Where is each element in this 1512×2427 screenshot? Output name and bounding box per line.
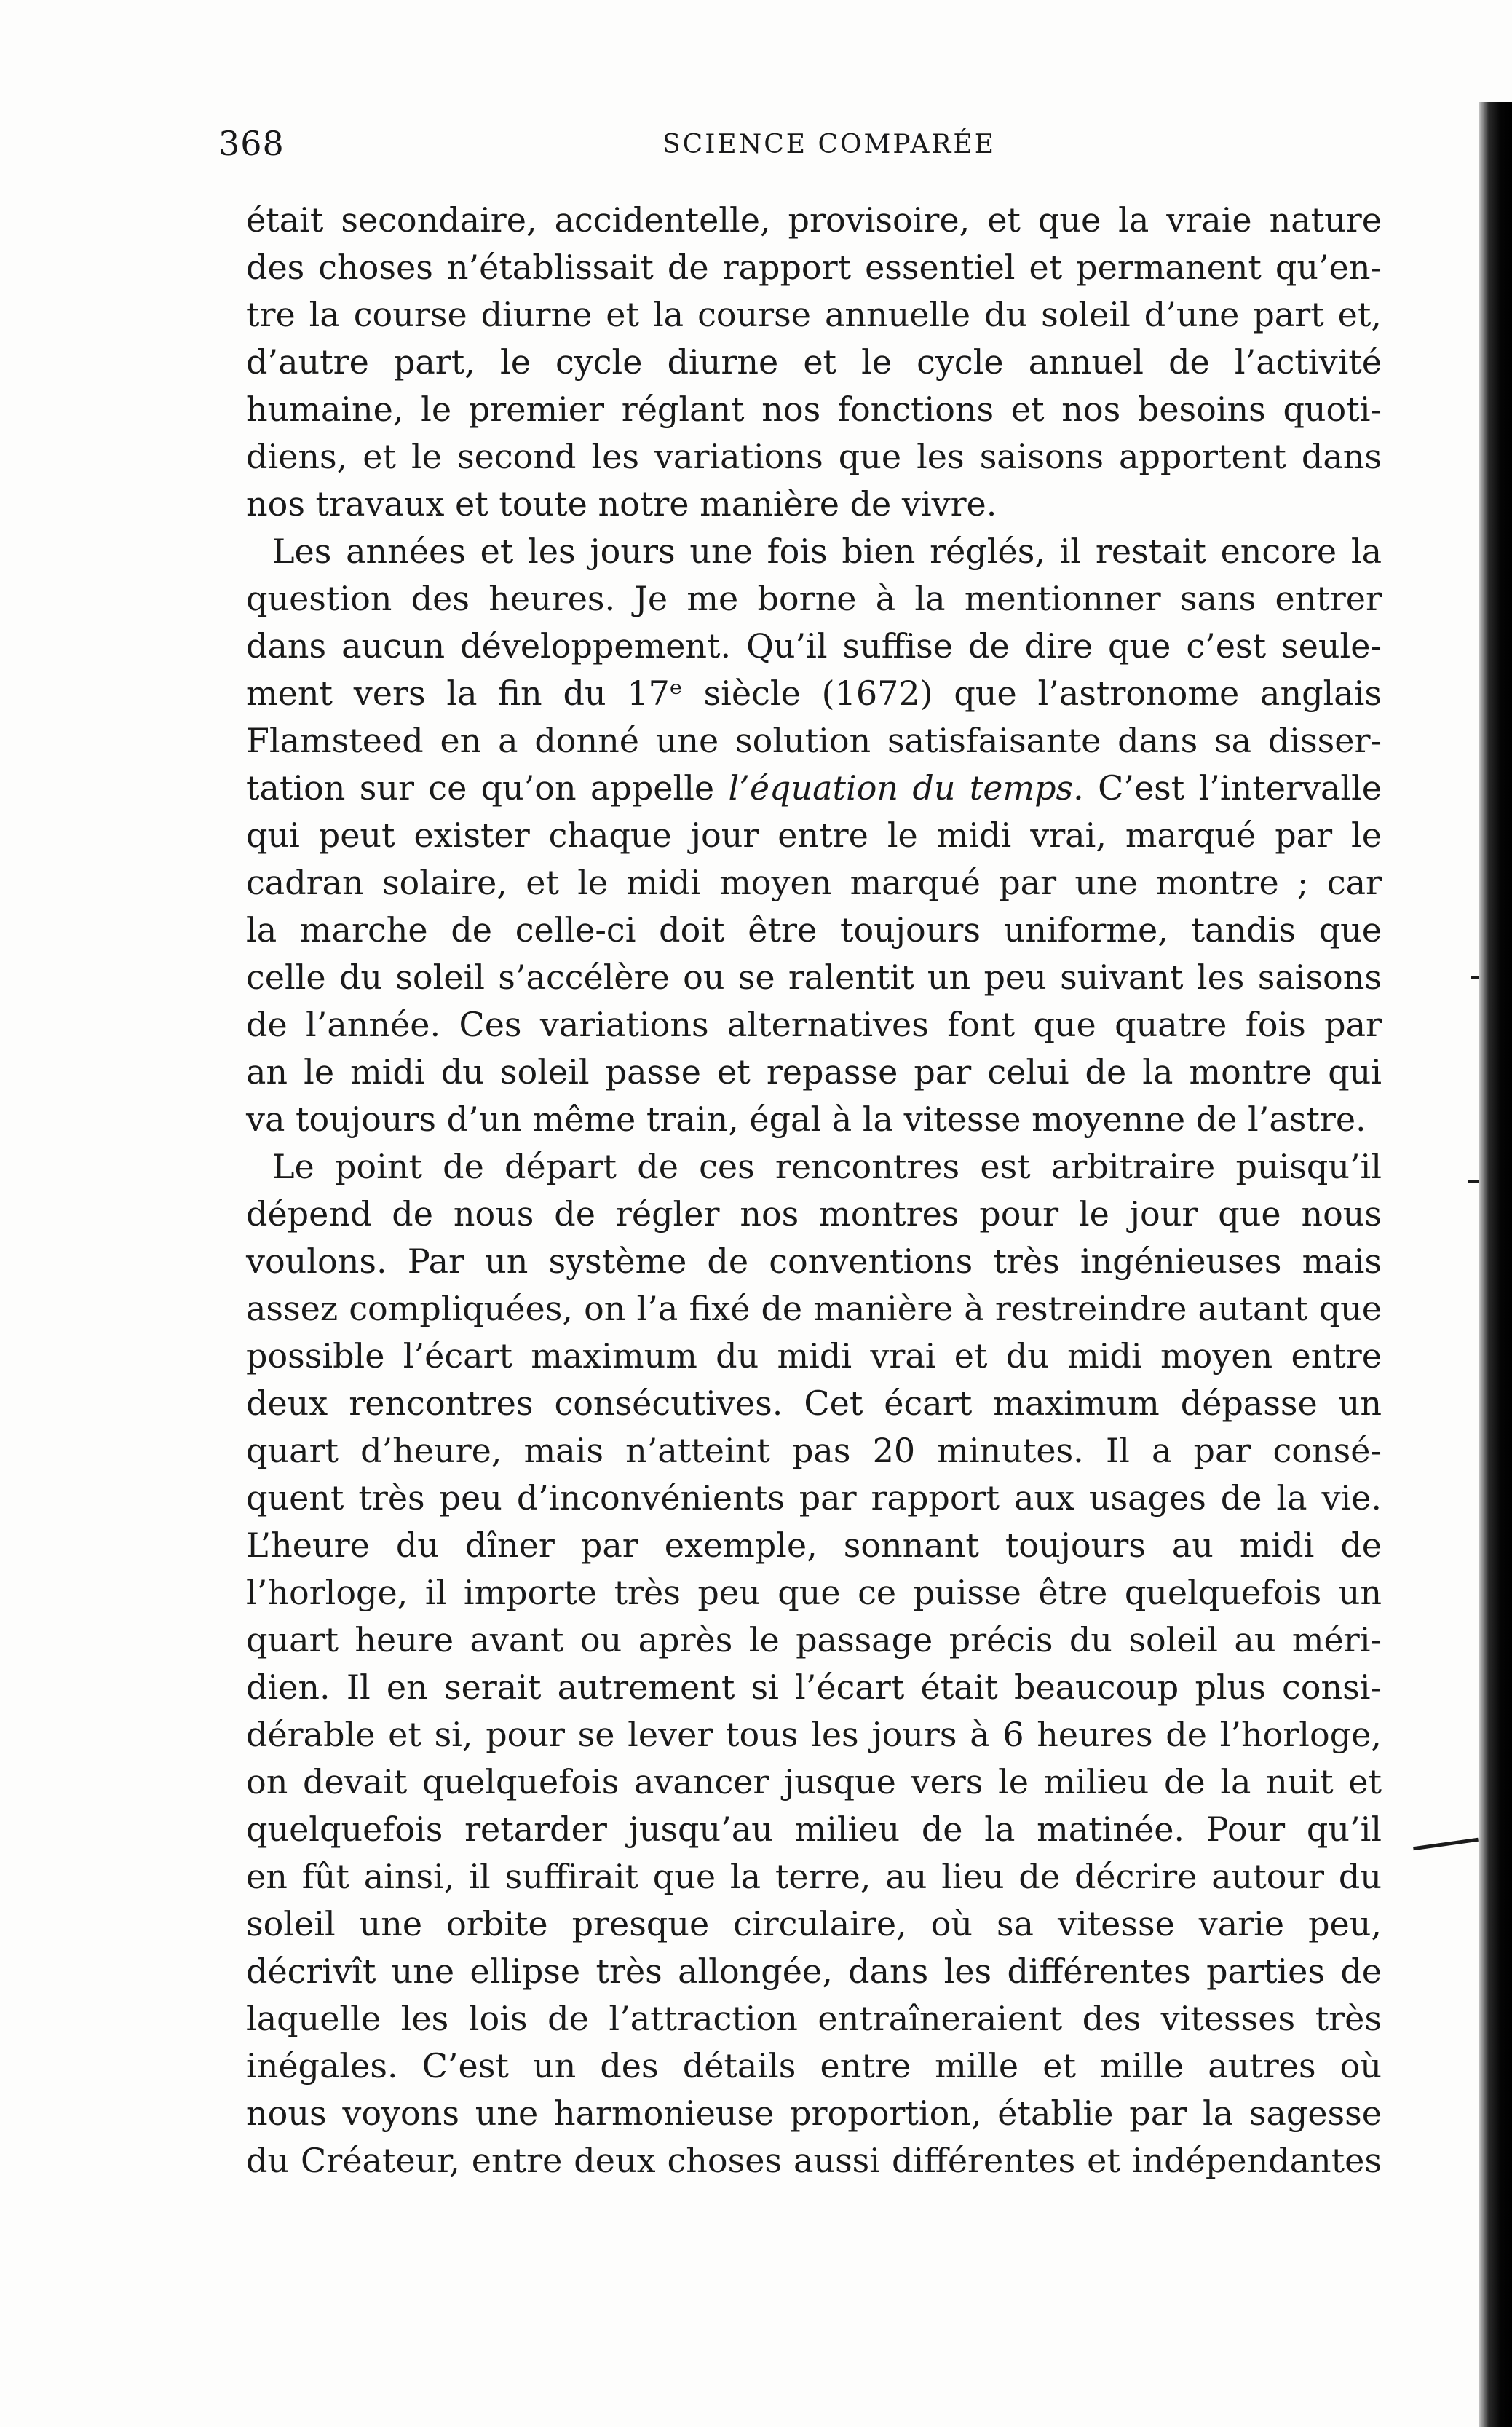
text-line: L’heure du dîner par exemple, sonnant toujours au midi de	[246, 1526, 1382, 1565]
text-line: l’horloge, il importe très peu que ce puisse être quelquefois un	[246, 1573, 1382, 1612]
text-line: dérable et si, pour se lever tous les jours à 6 heures de l’horloge,	[246, 1715, 1382, 1754]
page-number: 368	[218, 124, 285, 163]
text-line: décrivît une ellipse très allongée, dans les différentes parties de	[246, 1952, 1382, 1991]
edge-mark	[1468, 1180, 1479, 1183]
text-line-start: tation sur ce qu’on appelle	[246, 768, 715, 808]
text-line: on devait quelquefois avancer jusque vers le milieu de la nuit et	[246, 1762, 1382, 1801]
edge-mark	[1413, 1838, 1479, 1850]
text-line: possible l’écart maximum du midi vrai et du midi moyen entre	[246, 1336, 1382, 1376]
running-title: SCIENCE COMPARÉE	[662, 130, 996, 159]
text-line: diens, et le second les variations que les saisons apportent dans	[246, 437, 1382, 476]
text-line: qui peut exister chaque jour entre le midi vrai, marqué par le	[246, 816, 1382, 855]
text-line: du Créateur, entre deux choses aussi différentes et indépendantes	[246, 2141, 1382, 2180]
page-header	[218, 124, 1019, 175]
text-line: voulons. Par un système de conventions très ingénieuses mais	[246, 1242, 1382, 1281]
text-line: ment vers la fin du 17ᵉ siècle (1672) que l’astronome anglais	[246, 674, 1382, 713]
text-line: d’autre part, le cycle diurne et le cycle annuel de l’activité	[246, 342, 1382, 382]
text-line: de l’année. Ces variations alternatives font que quatre fois par	[246, 1005, 1382, 1044]
text-line: la marche de celle-ci doit être toujours uniforme, tandis que	[246, 910, 1382, 950]
text-line: quart d’heure, mais n’atteint pas 20 minutes. Il a par consé-	[246, 1431, 1382, 1470]
paragraph-start-line: Les années et les jours une fois bien réglés, il restait encore la	[272, 532, 1382, 571]
text-line: humaine, le premier réglant nos fonctions et nos besoins quoti-	[246, 390, 1382, 429]
text-line: dépend de nous de régler nos montres pour le jour que nous	[246, 1194, 1382, 1234]
text-line: celle du soleil s’accélère ou se ralentit un peu suivant les saisons	[246, 958, 1382, 997]
text-line: va toujours d’un même train, égal à la vitesse moyenne de l’astre.	[246, 1100, 1366, 1139]
text-line: nous voyons une harmonieuse proportion, établie par la sagesse	[246, 2093, 1382, 2133]
text-line: soleil une orbite presque circulaire, où sa vitesse varie peu,	[246, 1904, 1382, 1943]
edge-mark	[1471, 976, 1479, 979]
text-line: laquelle les lois de l’attraction entraîneraient des vitesses très	[246, 1999, 1382, 2038]
text-line: assez compliquées, on l’a fixé de manière à restreindre autant que	[246, 1289, 1382, 1328]
text-line: cadran solaire, et le midi moyen marqué par une montre ; car	[246, 863, 1382, 902]
paragraph-start-line: Le point de départ de ces rencontres est arbitraire puisqu’il	[272, 1147, 1382, 1186]
text-line-with-italic	[246, 765, 1382, 812]
text-line: quart heure avant ou après le passage précis du soleil au méri-	[246, 1620, 1382, 1660]
text-line: des choses n’établissait de rapport essentiel et permanent qu’en-	[246, 248, 1382, 287]
text-line: question des heures. Je me borne à la mentionner sans entrer	[246, 579, 1382, 618]
italic-term: l’équation du temps.	[728, 768, 1084, 808]
text-line: dans aucun développement. Qu’il suffise de dire que c’est seule-	[246, 626, 1382, 666]
text-line: quent très peu d’inconvénients par rapport aux usages de la vie.	[246, 1478, 1382, 1518]
text-line: dien. Il en serait autrement si l’écart était beaucoup plus consi-	[246, 1668, 1382, 1707]
body-text	[246, 197, 1382, 2185]
text-line-end: C’est l’intervalle	[1098, 768, 1382, 808]
text-line: quelquefois retarder jusqu’au milieu de la matinée. Pour qu’il	[246, 1810, 1382, 1849]
text-line: an le midi du soleil passe et repasse par celui de la montre qui	[246, 1052, 1382, 1092]
text-line: deux rencontres consécutives. Cet écart maximum dépasse un	[246, 1384, 1382, 1423]
text-line: était secondaire, accidentelle, provisoire, et que la vraie nature	[246, 200, 1382, 240]
text-line: en fût ainsi, il suffirait que la terre, au lieu de décrire autour du	[246, 1857, 1382, 1896]
text-line: Flamsteed en a donné une solution satisfaisante dans sa disser-	[246, 721, 1382, 760]
text-line: inégales. C’est un des détails entre mille et mille autres où	[246, 2046, 1382, 2085]
text-line: nos travaux et toute notre manière de vivre.	[246, 484, 997, 524]
text-line: tre la course diurne et la course annuelle du soleil d’une part et,	[246, 295, 1382, 334]
page-edge-shadow	[1479, 102, 1512, 2427]
